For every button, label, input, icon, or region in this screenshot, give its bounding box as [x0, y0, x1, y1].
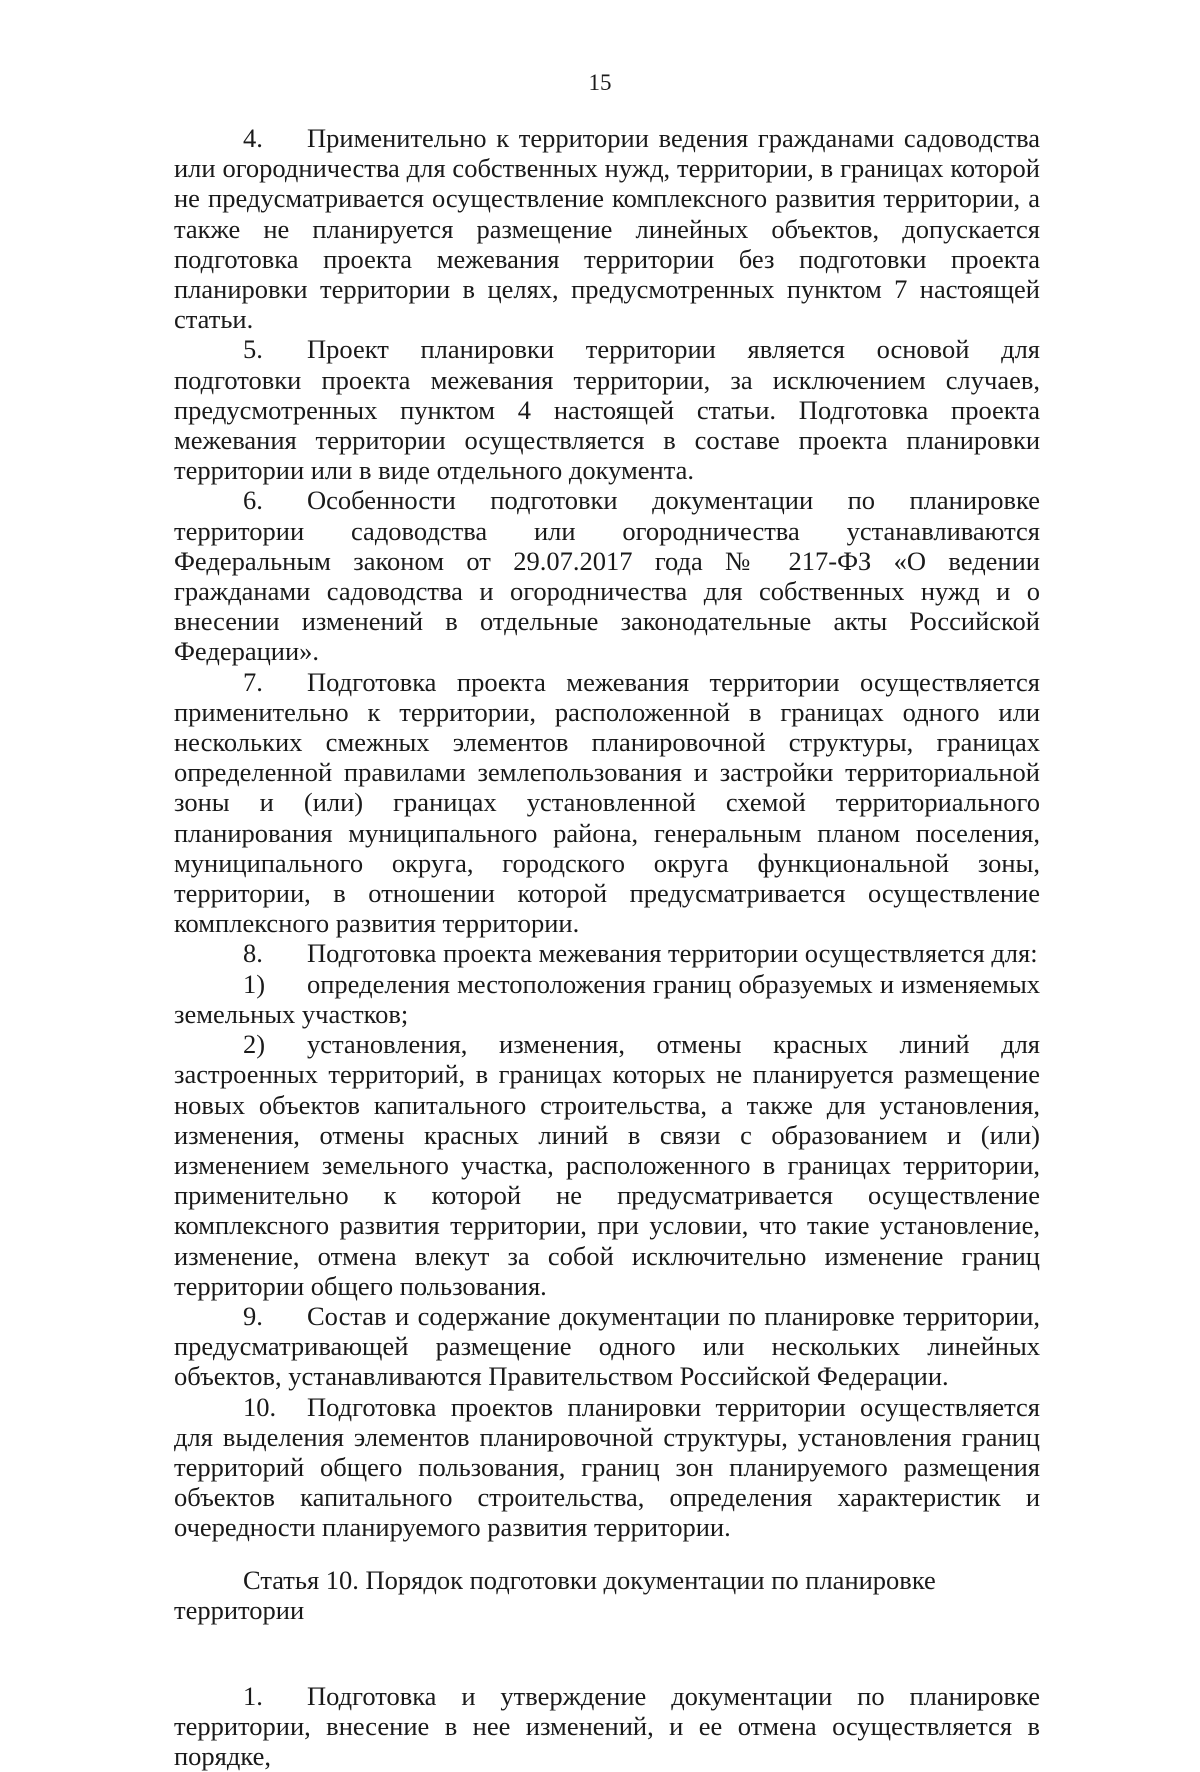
paragraph-8: [174, 938, 1040, 968]
paragraph-10: [174, 1392, 1040, 1543]
paragraph-5: [174, 334, 1040, 485]
paragraph-number: 1): [243, 968, 266, 999]
paragraph-number: 10.: [243, 1391, 277, 1422]
paragraph-number: 9.: [243, 1300, 263, 1331]
paragraph-number: 2): [243, 1029, 266, 1060]
paragraph-number: 8.: [243, 938, 263, 969]
paragraph-text: определения местоположения границ образуемых и изменяемых земельных участков;: [174, 968, 1040, 1029]
paragraph-7: [174, 667, 1040, 939]
paragraph-text: Подготовка проекта межевания территории осуществляется применительно к территории, расположенной в границах одного или нескольких смежных элементов планировочной структуры, границах определенной правилами землепользования и застройки территориальной зоны и (или) границах установленной схемой территориального планирования муниципального района, генеральным планом поселения, муниципального округа, городского округа функциональной зоны, территории, в отношении которой предусматривается осуществление комплексного развития территории.: [174, 666, 1040, 939]
paragraph-text: Проект планировки территории является основой для подготовки проекта межевания территории, за исключением случаев, предусмотренных пунктом 4 настоящей статьи. Подготовка проекта межевания территории осуществляется в составе проекта планировки территории или в виде отдельного документа.: [174, 334, 1040, 486]
paragraph-text: Состав и содержание документации по планировке территории, предусматривающей размещение одного или нескольких линейных объектов, устанавливаются Правительством Российской Федерации.: [174, 1300, 1040, 1392]
paragraph-number: 4.: [243, 123, 263, 153]
paragraph-number: 1.: [243, 1680, 263, 1711]
paragraph-text: установления, изменения, отмены красных линий для застроенных территорий, в границах которых не планируется размещение новых объектов капитального строительства, а также для установления, изменения, отмены красных линий в связи с образованием и (или) изменением земельного участка, расположенного в границах территории, применительно к которой не предусматривается осуществление комплексного развития территории, при условии, что такие установление, изменение, отмена влекут за собой исключительно изменение границ территории общего пользования.: [174, 1029, 1040, 1301]
paragraph-6: [174, 485, 1040, 666]
paragraph-text: Подготовка и утверждение документации по планировке территории, внесение в нее изменений, и ее отмена осуществляется в порядке,: [174, 1680, 1040, 1772]
paragraph-number: 6.: [243, 485, 263, 516]
paragraph-text: Подготовка проекта межевания территории осуществляется для:: [307, 938, 1038, 969]
paragraph-9: [174, 1301, 1040, 1392]
page-number: 15: [588, 70, 612, 95]
paragraph-text: Применительно к территории ведения гражданами садоводства или огородничества для собственных нужд, территории, в границах которой не предусматривается осуществление комплексного развития территории, а также не планируется размещение линейных объектов, допускается подготовка проекта межевания территории без подготовки проекта планировки территории в целях, предусмотренных пунктом 7 настоящей статьи.: [174, 123, 1040, 335]
subparagraph-1: [174, 969, 1040, 1029]
paragraph-number: 7.: [243, 666, 263, 697]
paragraph-4: [174, 123, 1040, 334]
document-body: [174, 123, 1040, 1772]
paragraph-number: 5.: [243, 334, 263, 365]
paragraph-text: Подготовка проектов планировки территории осуществляется для выделения элементов планировочной структуры, установления границ территорий общего пользования, границ зон планируемого размещения объектов капитального строительства, определения характеристик и очередности планируемого развития территории.: [174, 1391, 1040, 1543]
paragraph-text: Особенности подготовки документации по планировке территории садоводства или огородничества устанавливаются Федеральным законом от 29.07.2017 года № 217-ФЗ «О ведении гражданами садоводства и огородничества для собственных нужд и о внесении изменений в отдельные законодательные акты Российской Федерации».: [174, 485, 1040, 667]
section-spacer: [174, 1625, 1040, 1681]
article-10-paragraph-1: [174, 1681, 1040, 1772]
subparagraph-2: [174, 1029, 1040, 1301]
article-heading: Статья 10. Порядок подготовки документации по планировке территории: [174, 1564, 936, 1625]
